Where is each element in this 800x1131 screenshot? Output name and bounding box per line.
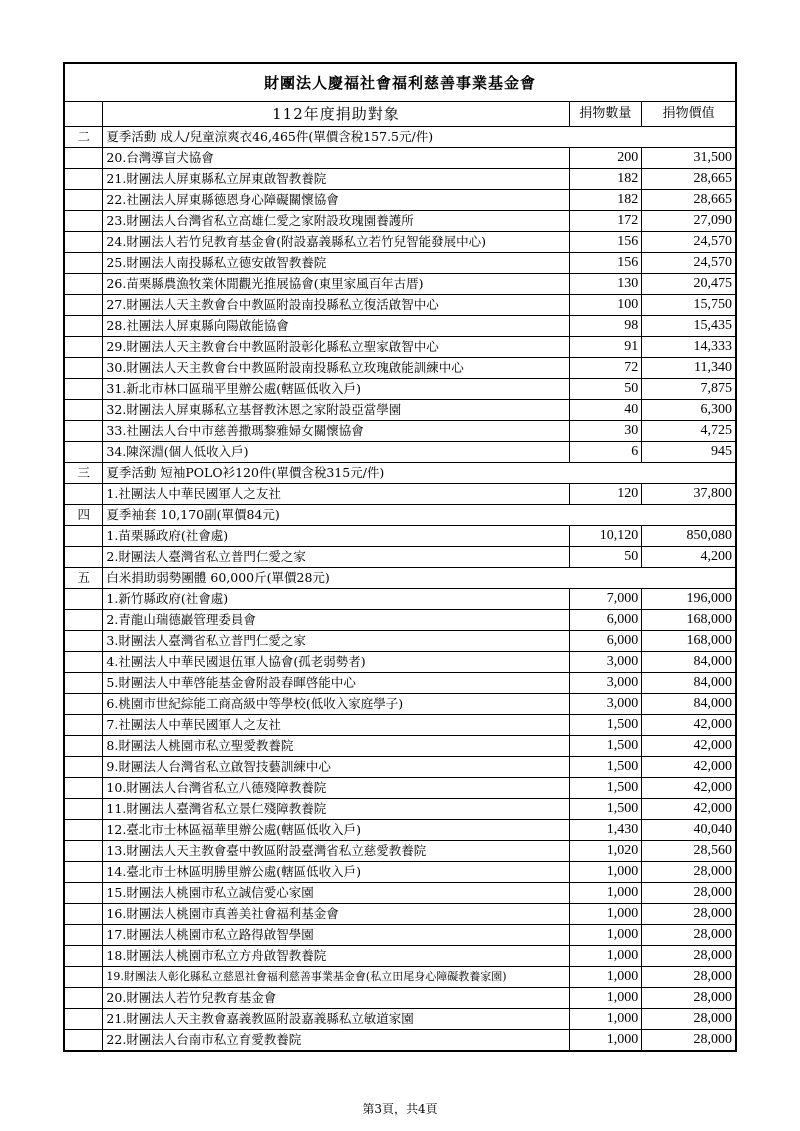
recipient-name: 32.財團法人屏東縣私立基督教沐恩之家附設亞當學園 <box>103 400 569 421</box>
recipient-name: 29.財團法人天主教會台中教區附設彰化縣私立聖家啟智中心 <box>103 337 569 358</box>
donation-value: 28,000 <box>642 967 736 988</box>
donation-qty: 1,000 <box>569 1009 642 1030</box>
recipient-name: 5.財團法人中華啓能基金會附設春暉啓能中心 <box>103 673 569 694</box>
recipient-name: 3.財團法人臺灣省私立普門仁愛之家 <box>103 631 569 652</box>
section-number: 二 <box>64 127 103 148</box>
donation-qty: 1,500 <box>569 778 642 799</box>
donation-qty: 98 <box>569 316 642 337</box>
donation-qty: 10,120 <box>569 526 642 547</box>
row-blank-cell <box>64 1009 103 1030</box>
table-row <box>64 946 736 967</box>
donation-qty: 156 <box>569 253 642 274</box>
row-blank-cell <box>64 757 103 778</box>
page-footer: 第3頁，共4頁 <box>362 1102 438 1116</box>
section-title: 夏季活動 短袖POLO衫120件(單價含稅315元/件) <box>103 463 736 484</box>
table-row <box>64 652 736 673</box>
recipient-name: 2.青龍山瑞德巖管理委員會 <box>103 610 569 631</box>
recipient-name: 28.社團法人屏東縣向陽啟能協會 <box>103 316 569 337</box>
title-row <box>64 63 736 102</box>
table-row <box>64 1009 736 1030</box>
section-number: 五 <box>64 568 103 589</box>
donation-qty: 1,000 <box>569 988 642 1009</box>
header-blank-cell <box>64 102 103 127</box>
donation-value: 24,570 <box>642 253 736 274</box>
recipient-name: 18.財團法人桃園市私立方舟啟智教養院 <box>103 946 569 967</box>
section-title: 夏季活動 成人/兒童涼爽衣46,465件(單價含稅157.5元/件) <box>103 127 736 148</box>
donation-value: 42,000 <box>642 736 736 757</box>
table-row <box>64 610 736 631</box>
row-blank-cell <box>64 358 103 379</box>
row-blank-cell <box>64 253 103 274</box>
table-row <box>64 169 736 190</box>
donation-value: 28,665 <box>642 190 736 211</box>
row-blank-cell <box>64 946 103 967</box>
donation-qty: 3,000 <box>569 694 642 715</box>
donation-value: 6,300 <box>642 400 736 421</box>
table-row <box>64 358 736 379</box>
table-row <box>64 211 736 232</box>
donation-value: 84,000 <box>642 673 736 694</box>
row-blank-cell <box>64 925 103 946</box>
table-row <box>64 925 736 946</box>
row-blank-cell <box>64 673 103 694</box>
row-blank-cell <box>64 337 103 358</box>
row-blank-cell <box>64 799 103 820</box>
donation-qty: 1,500 <box>569 736 642 757</box>
section-title: 夏季袖套 10,170副(單價84元) <box>103 505 736 526</box>
row-blank-cell <box>64 1030 103 1052</box>
donation-value: 15,435 <box>642 316 736 337</box>
recipient-name: 16.財團法人桃園市真善美社會福利基金會 <box>103 904 569 925</box>
table-row <box>64 757 736 778</box>
donation-qty: 1,000 <box>569 946 642 967</box>
recipient-name: 1.新竹縣政府(社會處) <box>103 589 569 610</box>
donation-value: 28,665 <box>642 169 736 190</box>
row-blank-cell <box>64 274 103 295</box>
table-row <box>64 673 736 694</box>
donation-value: 4,725 <box>642 421 736 442</box>
recipient-name: 33.社團法人台中市慈善撒瑪黎雅婦女關懷協會 <box>103 421 569 442</box>
donation-value: 4,200 <box>642 547 736 568</box>
row-blank-cell <box>64 547 103 568</box>
donation-qty: 1,000 <box>569 1030 642 1052</box>
row-blank-cell <box>64 148 103 169</box>
table-row <box>64 988 736 1009</box>
table-row <box>64 715 736 736</box>
donation-qty: 1,000 <box>569 925 642 946</box>
donation-value: 28,000 <box>642 988 736 1009</box>
donation-value: 28,000 <box>642 946 736 967</box>
donation-qty: 156 <box>569 232 642 253</box>
table-row <box>64 547 736 568</box>
section-header-row <box>64 463 736 484</box>
header-main: 112年度捐助對象 <box>103 102 569 127</box>
recipient-name: 27.財團法人天主教會台中教區附設南投縣私立復活啟智中心 <box>103 295 569 316</box>
recipient-name: 20.財團法人若竹兒教育基金會 <box>103 988 569 1009</box>
donation-qty: 40 <box>569 400 642 421</box>
row-blank-cell <box>64 589 103 610</box>
donation-value: 42,000 <box>642 757 736 778</box>
donation-value: 42,000 <box>642 715 736 736</box>
donation-value: 850,080 <box>642 526 736 547</box>
row-blank-cell <box>64 862 103 883</box>
recipient-name: 15.財團法人桃園市私立誠信愛心家園 <box>103 883 569 904</box>
donation-qty: 172 <box>569 211 642 232</box>
recipient-name: 21.財團法人天主教會嘉義教區附設嘉義縣私立敏道家園 <box>103 1009 569 1030</box>
donation-value: 84,000 <box>642 652 736 673</box>
recipient-name: 12.臺北市士林區福華里辦公處(轄區低收入戶) <box>103 820 569 841</box>
header-row <box>64 102 736 127</box>
row-blank-cell <box>64 190 103 211</box>
row-blank-cell <box>64 715 103 736</box>
row-blank-cell <box>64 169 103 190</box>
recipient-name: 25.財團法人南投縣私立德安啟智教養院 <box>103 253 569 274</box>
recipient-name: 24.財團法人若竹兒教育基金會(附設嘉義縣私立若竹兒智能發展中心) <box>103 232 569 253</box>
donation-qty: 30 <box>569 421 642 442</box>
donation-value: 28,000 <box>642 1009 736 1030</box>
row-blank-cell <box>64 442 103 463</box>
header-value: 捐物價值 <box>642 102 736 127</box>
table-row <box>64 232 736 253</box>
table-row <box>64 379 736 400</box>
donation-qty: 72 <box>569 358 642 379</box>
donation-value: 37,800 <box>642 484 736 505</box>
donation-value: 28,000 <box>642 925 736 946</box>
row-blank-cell <box>64 652 103 673</box>
table-row <box>64 190 736 211</box>
donation-value: 168,000 <box>642 631 736 652</box>
donation-qty: 1,000 <box>569 904 642 925</box>
donation-qty: 1,500 <box>569 799 642 820</box>
table-row <box>64 484 736 505</box>
donation-qty: 6,000 <box>569 610 642 631</box>
donation-value: 42,000 <box>642 778 736 799</box>
donation-qty: 130 <box>569 274 642 295</box>
recipient-name: 34.陳深淵(個人低收入戶) <box>103 442 569 463</box>
donation-qty: 1,000 <box>569 883 642 904</box>
donation-value: 945 <box>642 442 736 463</box>
donation-qty: 182 <box>569 190 642 211</box>
table-row <box>64 1030 736 1052</box>
table-row <box>64 274 736 295</box>
donation-value: 84,000 <box>642 694 736 715</box>
table-row <box>64 883 736 904</box>
donation-value: 27,090 <box>642 211 736 232</box>
recipient-name: 7.社團法人中華民國軍人之友社 <box>103 715 569 736</box>
table-row <box>64 442 736 463</box>
donation-qty: 3,000 <box>569 652 642 673</box>
recipient-name: 10.財團法人台灣省私立八德殘障教養院 <box>103 778 569 799</box>
recipient-name: 26.苗栗縣農漁牧業休閒觀光推展協會(東里家風百年古厝) <box>103 274 569 295</box>
donation-value: 15,750 <box>642 295 736 316</box>
recipient-name: 1.社團法人中華民國軍人之友社 <box>103 484 569 505</box>
donation-value: 28,000 <box>642 883 736 904</box>
table-row <box>64 316 736 337</box>
row-blank-cell <box>64 400 103 421</box>
recipient-name: 1.苗栗縣政府(社會處) <box>103 526 569 547</box>
section-header-row <box>64 568 736 589</box>
recipient-name: 20.台灣導盲犬協會 <box>103 148 569 169</box>
row-blank-cell <box>64 904 103 925</box>
row-blank-cell <box>64 883 103 904</box>
donation-qty: 6 <box>569 442 642 463</box>
donation-value: 42,000 <box>642 799 736 820</box>
donation-value: 20,475 <box>642 274 736 295</box>
row-blank-cell <box>64 610 103 631</box>
document-title: 財團法人慶福社會福利慈善事業基金會 <box>64 63 736 102</box>
row-blank-cell <box>64 967 103 988</box>
donation-value: 168,000 <box>642 610 736 631</box>
recipient-name: 14.臺北市士林區明勝里辦公處(轄區低收入戶) <box>103 862 569 883</box>
table-row <box>64 820 736 841</box>
donation-qty: 7,000 <box>569 589 642 610</box>
donation-qty: 3,000 <box>569 673 642 694</box>
donation-qty: 120 <box>569 484 642 505</box>
row-blank-cell <box>64 484 103 505</box>
recipient-name: 8.財團法人桃園市私立聖愛教養院 <box>103 736 569 757</box>
donation-qty: 50 <box>569 547 642 568</box>
section-number: 四 <box>64 505 103 526</box>
row-blank-cell <box>64 526 103 547</box>
donation-table <box>63 62 737 1052</box>
recipient-name: 2.財團法人臺灣省私立普門仁愛之家 <box>103 547 569 568</box>
donation-qty: 100 <box>569 295 642 316</box>
donation-value: 196,000 <box>642 589 736 610</box>
donation-qty: 91 <box>569 337 642 358</box>
donation-qty: 1,020 <box>569 841 642 862</box>
donation-value: 40,040 <box>642 820 736 841</box>
table-row <box>64 841 736 862</box>
table-row <box>64 904 736 925</box>
table-row <box>64 295 736 316</box>
table-row <box>64 967 736 988</box>
table-row <box>64 631 736 652</box>
donation-value: 28,560 <box>642 841 736 862</box>
row-blank-cell <box>64 736 103 757</box>
donation-qty: 1,430 <box>569 820 642 841</box>
section-title: 白米捐助弱勢團體 60,000斤(單價28元) <box>103 568 736 589</box>
row-blank-cell <box>64 316 103 337</box>
recipient-name: 22.財團法人台南市私立育愛教養院 <box>103 1030 569 1052</box>
row-blank-cell <box>64 232 103 253</box>
section-header-row <box>64 127 736 148</box>
recipient-name: 11.財團法人臺灣省私立景仁殘障教養院 <box>103 799 569 820</box>
table-row <box>64 799 736 820</box>
donation-value: 28,000 <box>642 1030 736 1052</box>
recipient-name: 22.社團法人屏東縣德恩身心障礙關懷協會 <box>103 190 569 211</box>
table-row <box>64 778 736 799</box>
donation-qty: 1,500 <box>569 715 642 736</box>
row-blank-cell <box>64 694 103 715</box>
recipient-name: 31.新北市林口區瑞平里辦公處(轄區低收入戶) <box>103 379 569 400</box>
row-blank-cell <box>64 778 103 799</box>
row-blank-cell <box>64 841 103 862</box>
table-row <box>64 253 736 274</box>
recipient-name: 23.財團法人台灣省私立高雄仁愛之家附設玫瑰園養護所 <box>103 211 569 232</box>
row-blank-cell <box>64 988 103 1009</box>
table-row <box>64 421 736 442</box>
row-blank-cell <box>64 295 103 316</box>
header-qty: 捐物數量 <box>569 102 642 127</box>
row-blank-cell <box>64 421 103 442</box>
section-header-row <box>64 505 736 526</box>
donation-qty: 182 <box>569 169 642 190</box>
recipient-name: 6.桃園市世紀綜能工商高級中等學校(低收入家庭學子) <box>103 694 569 715</box>
table-row <box>64 862 736 883</box>
donation-qty: 50 <box>569 379 642 400</box>
donation-value: 14,333 <box>642 337 736 358</box>
table-row <box>64 337 736 358</box>
donation-value: 7,875 <box>642 379 736 400</box>
recipient-name: 4.社團法人中華民國退伍軍人協會(孤老弱勢者) <box>103 652 569 673</box>
row-blank-cell <box>64 820 103 841</box>
donation-qty: 200 <box>569 148 642 169</box>
donation-qty: 6,000 <box>569 631 642 652</box>
donation-value: 28,000 <box>642 862 736 883</box>
table-row <box>64 694 736 715</box>
row-blank-cell <box>64 631 103 652</box>
row-blank-cell <box>64 379 103 400</box>
donation-qty: 1,000 <box>569 967 642 988</box>
recipient-name: 21.財團法人屏東縣私立屏東啟智教養院 <box>103 169 569 190</box>
recipient-name: 9.財團法人台灣省私立啟智技藝訓練中心 <box>103 757 569 778</box>
recipient-name: 30.財團法人天主教會台中教區附設南投縣私立玫瑰啟能訓練中心 <box>103 358 569 379</box>
donation-value: 31,500 <box>642 148 736 169</box>
table-row <box>64 400 736 421</box>
table-row <box>64 148 736 169</box>
recipient-name: 13.財團法人天主教會臺中教區附設臺灣省私立慈愛教養院 <box>103 841 569 862</box>
table-row <box>64 589 736 610</box>
table-row <box>64 736 736 757</box>
table-row <box>64 526 736 547</box>
donation-value: 28,000 <box>642 904 736 925</box>
recipient-name: 17.財團法人桃園市私立路得啟智學園 <box>103 925 569 946</box>
donation-qty: 1,000 <box>569 862 642 883</box>
donation-value: 11,340 <box>642 358 736 379</box>
donation-value: 24,570 <box>642 232 736 253</box>
recipient-name: 19.財團法人彰化縣私立慈恩社會福利慈善事業基金會(私立田尾身心障礙教養家園) <box>103 967 569 988</box>
row-blank-cell <box>64 211 103 232</box>
donation-qty: 1,500 <box>569 757 642 778</box>
section-number: 三 <box>64 463 103 484</box>
